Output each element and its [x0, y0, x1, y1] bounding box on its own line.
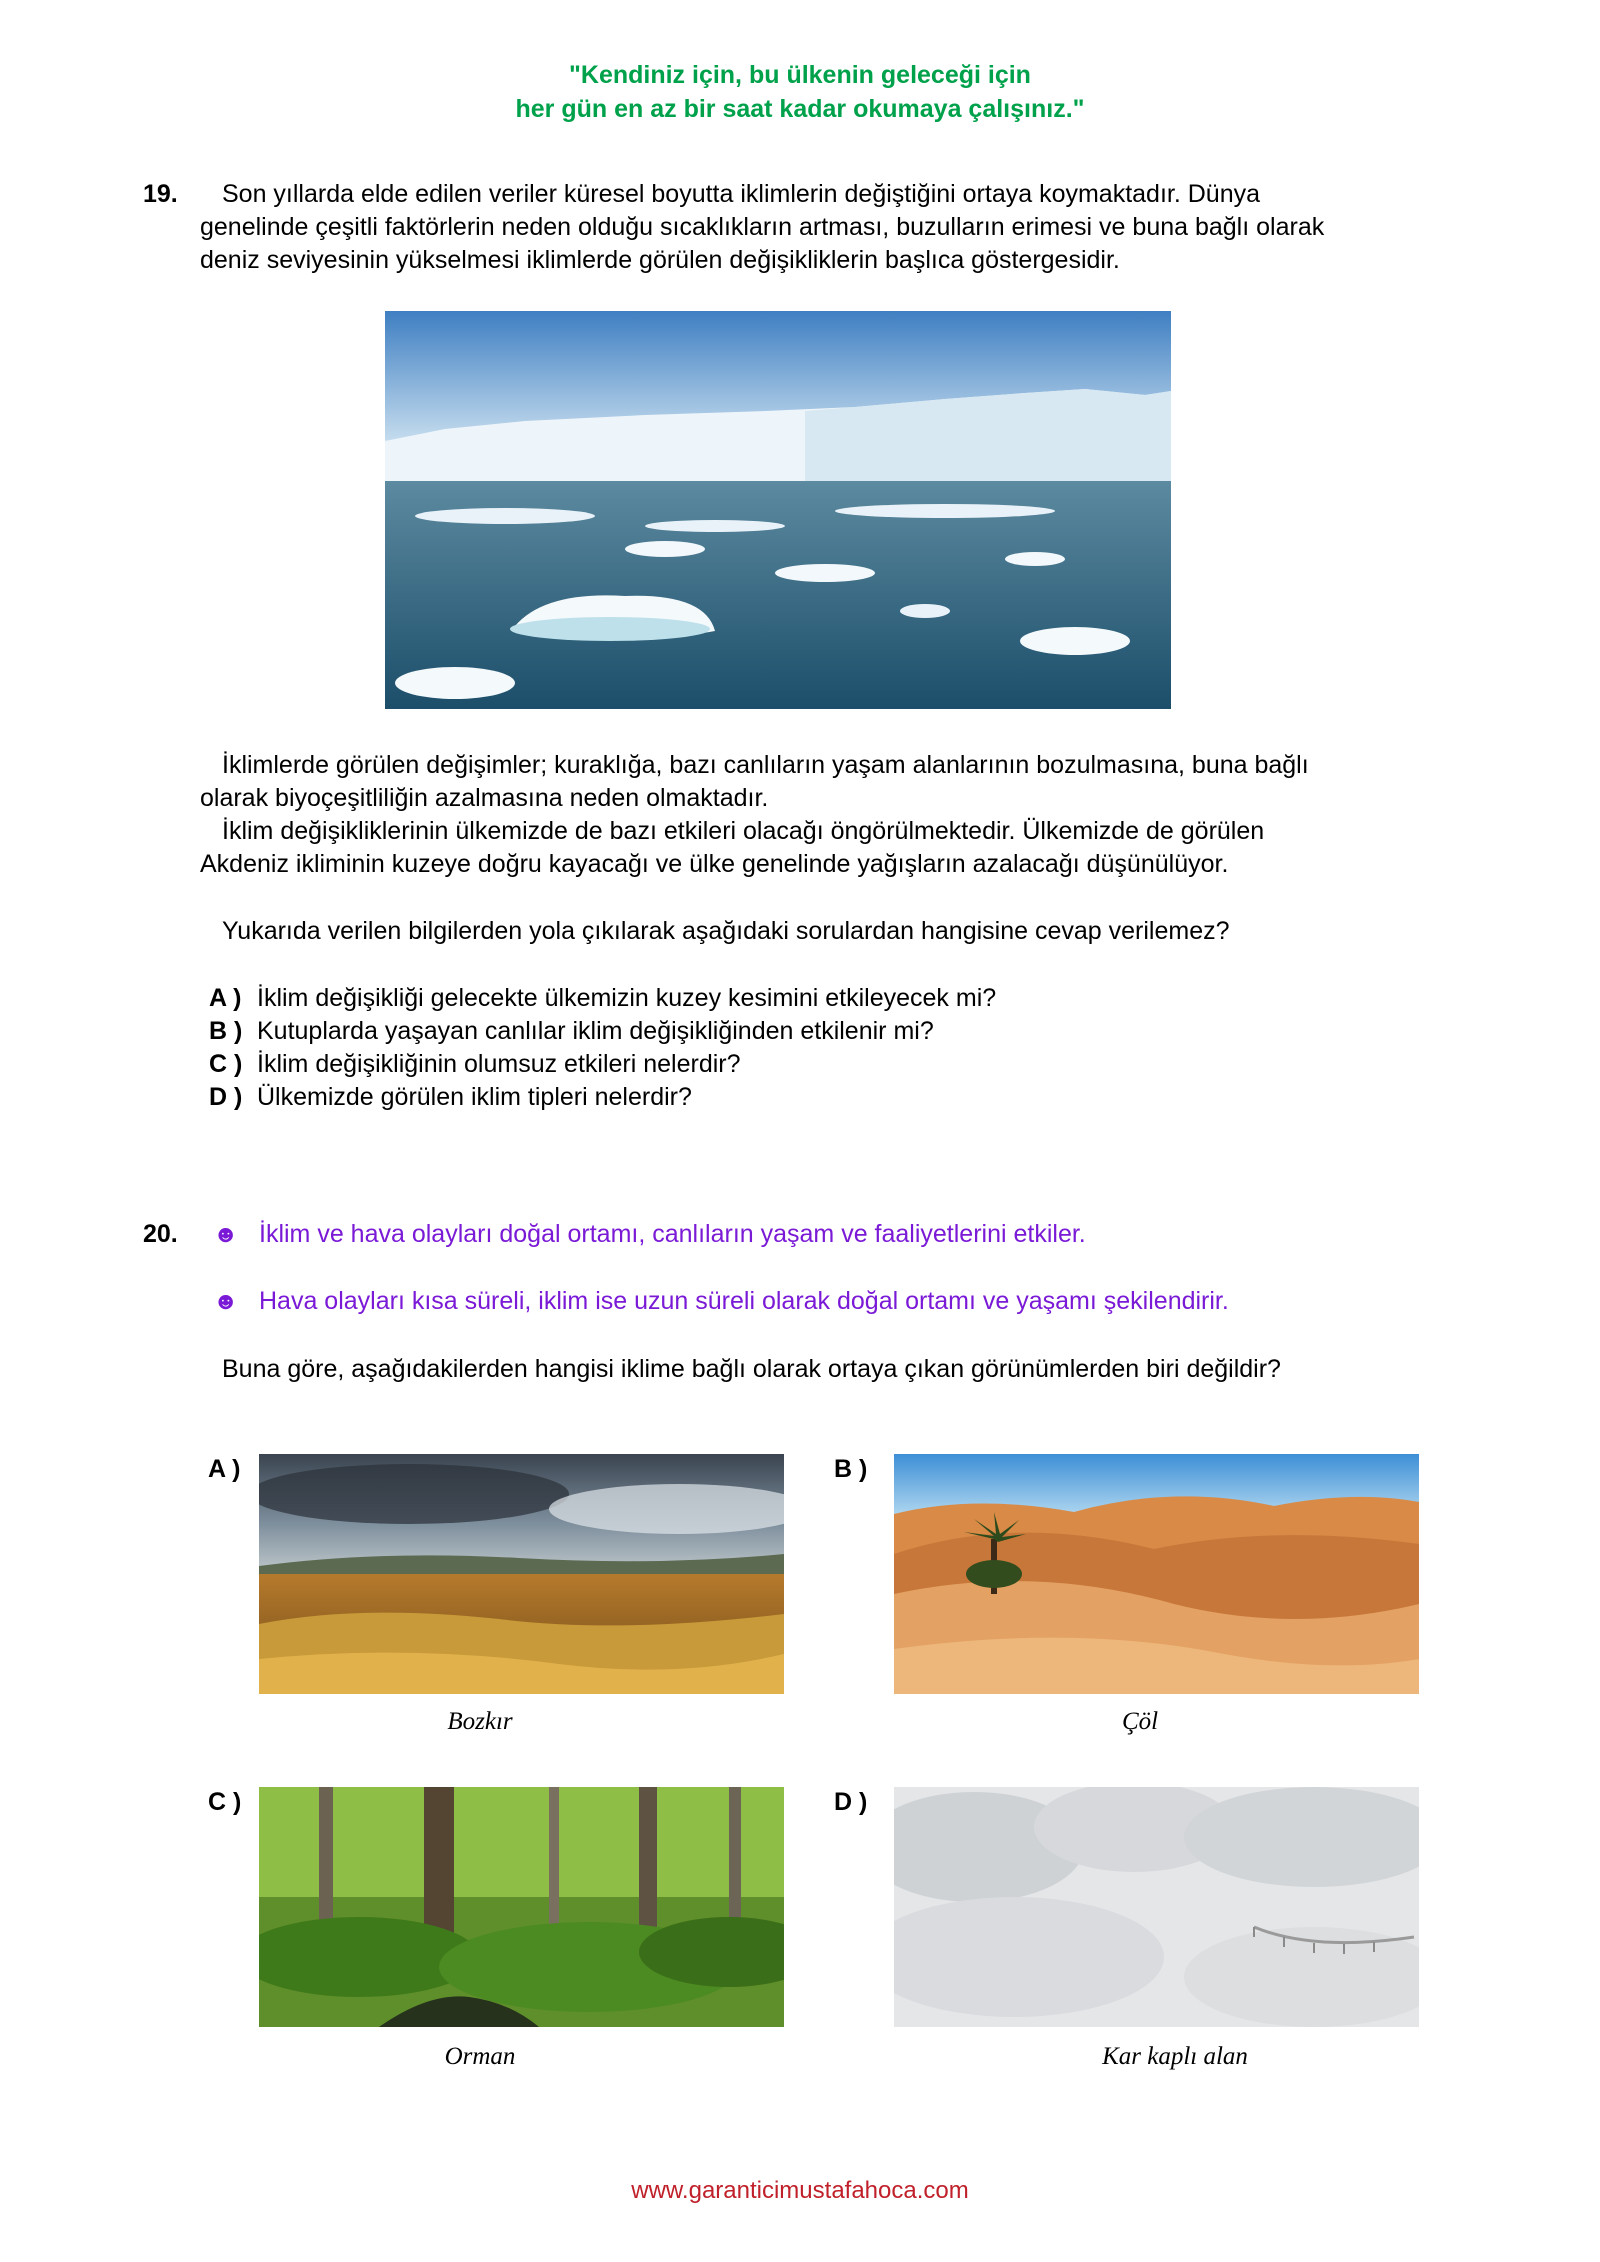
- glacier-photo: [385, 311, 1171, 709]
- q19-option-c[interactable]: [209, 1048, 741, 1081]
- option-letter: A ): [209, 984, 242, 1012]
- option-letter: B ): [209, 1017, 243, 1045]
- q20-statement-2: Hava olayları kısa süreli, iklim ise uzun süreli olarak doğal ortamı ve yaşamı şekilendirir.: [259, 1287, 1229, 1315]
- q19-body-line-1: İklimlerde görülen değişimler; kuraklığa, bazı canlıların yaşam alanlarının bozulmasına, buna bağlı: [222, 751, 1309, 779]
- q19-body-line-2: olarak biyoçeşitliliğin azalmasına neden olmaktadır.: [200, 784, 769, 812]
- q19-option-d[interactable]: [209, 1081, 692, 1114]
- q19-body-line-3: İklim değişikliklerinin ülkemizde de bazı etkileri olacağı öngörülmektedir. Ülkemizde de görülen: [222, 817, 1265, 845]
- option-text: Ülkemizde görülen iklim tipleri nelerdir?: [257, 1083, 692, 1111]
- motto-line-1: "Kendiniz için, bu ülkenin geleceği için: [569, 61, 1031, 89]
- option-text: İklim değişikliğinin olumsuz etkileri nelerdir?: [257, 1050, 741, 1078]
- q19-intro-line-3: deniz seviyesinin yükselmesi iklimlerde görülen değişikliklerin başlıca göstergesidir.: [200, 246, 1120, 274]
- forest-photo[interactable]: [259, 1787, 784, 2027]
- q20-option-b-caption: Çöl: [1121, 1708, 1159, 1735]
- q20-option-d-letter[interactable]: D ): [834, 1788, 868, 1816]
- q20-statement-1: İklim ve hava olayları doğal ortamı, canlıların yaşam ve faaliyetlerini etkiler.: [259, 1220, 1086, 1248]
- option-text: Kutuplarda yaşayan canlılar iklim değişikliğinden etkilenir mi?: [257, 1017, 934, 1045]
- footer-website-link[interactable]: www.garanticimustafahoca.com: [631, 2177, 969, 2204]
- option-letter: C ): [209, 1050, 243, 1078]
- q20-option-b-letter[interactable]: B ): [834, 1455, 868, 1483]
- q19-body-line-4: Akdeniz ikliminin kuzeye doğru kayacağı ve ülke genelinde yağışların azalacağı düşünülüyor.: [200, 850, 1229, 878]
- desert-photo[interactable]: [894, 1454, 1419, 1694]
- q20-option-c-caption: Orman: [444, 2043, 516, 2070]
- q20-option-a-letter[interactable]: A ): [208, 1455, 241, 1483]
- snow-photo[interactable]: [894, 1787, 1419, 2027]
- q20-question: Buna göre, aşağıdakilerden hangisi iklime bağlı olarak ortaya çıkan görünümlerden biri değildir?: [222, 1355, 1281, 1383]
- option-letter: D ): [209, 1083, 243, 1111]
- question-19-number: 19.: [143, 180, 178, 208]
- q20-option-a-caption: Bozkır: [447, 1708, 513, 1735]
- smiley-bullet-icon: ☻: [213, 1288, 239, 1315]
- q19-option-a[interactable]: [209, 982, 996, 1015]
- motto-line-2: her gün en az bir saat kadar okumaya çalışınız.": [515, 95, 1085, 123]
- q19-question: Yukarıda verilen bilgilerden yola çıkılarak aşağıdaki sorulardan hangisine cevap verilemez?: [222, 917, 1230, 945]
- option-text: İklim değişikliği gelecekte ülkemizin kuzey kesimini etkileyecek mi?: [257, 984, 997, 1012]
- q19-option-b[interactable]: [209, 1015, 934, 1048]
- steppe-photo[interactable]: [259, 1454, 784, 1694]
- smiley-bullet-icon: ☻: [213, 1221, 239, 1248]
- q19-intro-line-2: genelinde çeşitli faktörlerin neden olduğu sıcaklıkların artması, buzulların erimesi ve buna bağlı olarak: [200, 213, 1325, 241]
- q19-intro-line-1: Son yıllarda elde edilen veriler küresel boyutta iklimlerin değiştiğini ortaya koymaktadır. Dünya: [222, 180, 1261, 208]
- q20-option-d-caption: Kar kaplı alan: [1102, 2043, 1248, 2070]
- q20-option-c-letter[interactable]: C ): [208, 1788, 242, 1816]
- question-20-number: 20.: [143, 1220, 178, 1248]
